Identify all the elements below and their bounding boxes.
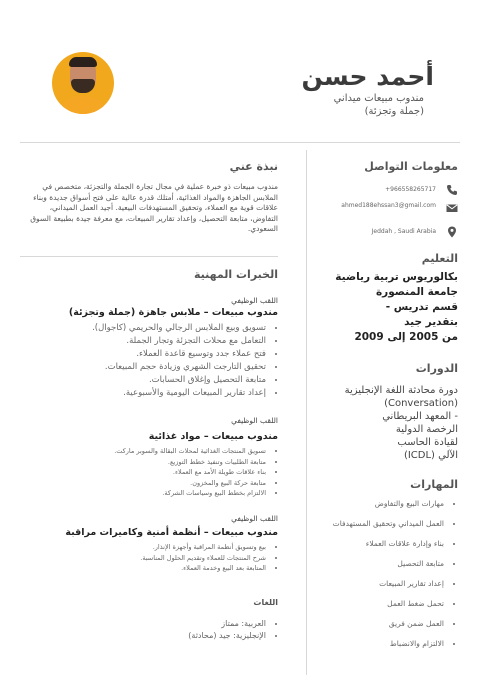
- experience-section-title: الخبرات المهنية: [193, 268, 278, 281]
- duty-item: • شرح المنتجات للعملاء وتقديم الحلول المناسبة.: [20, 553, 266, 564]
- skill-item: • تحمل ضغط العمل: [306, 598, 444, 610]
- education-section-title: التعليم: [421, 252, 458, 265]
- course-line: الآلي (ICDL): [403, 450, 458, 461]
- skill-item: • العمل ضمن فريق: [306, 618, 444, 630]
- experience-label: اللقب الوظيفي: [231, 514, 278, 523]
- experience-title: مندوب مبيعات – مواد غذائية: [148, 431, 278, 442]
- experience-duties: [20, 322, 278, 400]
- skills-section-title: المهارات: [410, 478, 458, 491]
- languages-section-title: اللغات: [253, 598, 278, 607]
- location-pin-icon: [446, 226, 458, 238]
- duty-item: • التعامل مع محلات التجزئة وتجار الجملة.: [20, 335, 266, 348]
- duty-item: • الالتزام بخطط البيع وسياسات الشركة.: [20, 488, 266, 499]
- course-line: لقيادة الحاسب: [397, 437, 458, 448]
- experience-title: مندوب مبيعات – أنظمة أمنية وكاميرات مراقبة: [65, 527, 278, 538]
- skill-item: • العمل الميداني وتحقيق المستهدفات: [306, 518, 444, 530]
- experience-item: [20, 514, 278, 574]
- course-line: الرخصة الدولية: [395, 424, 458, 435]
- duty-item: • متابعة الطلبيات وتنفيذ خطط التوزيع.: [20, 457, 266, 468]
- language-item: • العربية: ممتاز: [20, 618, 266, 630]
- education-grade: بتقدير جيد: [404, 316, 458, 328]
- about-section-title: نبذة عني: [229, 160, 278, 173]
- education-department: قسم تدريس -: [385, 301, 458, 313]
- education-details: [306, 270, 458, 345]
- phone-icon: [446, 184, 458, 196]
- experience-duties: [20, 446, 278, 499]
- duty-item: • تحقيق التارجت الشهري وزيادة حجم المبيعات.: [20, 361, 266, 374]
- email-address: ahmed188ehssan3@gmail.com: [341, 202, 436, 209]
- duty-item: • متابعة التحصيل وإغلاق الحسابات.: [20, 374, 266, 387]
- contact-location: [308, 226, 458, 240]
- experience-label: اللقب الوظيفي: [231, 296, 278, 305]
- contact-phone: [308, 184, 458, 198]
- language-item: • الإنجليزية: جيد (محادثة): [20, 630, 266, 642]
- header-divider: [20, 142, 460, 143]
- skill-item: • مهارات البيع والتفاوض: [306, 498, 444, 510]
- about-text: مندوب مبيعات ذو خبرة عملية في مجال تجارة الجملة والتجزئة، متخصص في الملابس الجاهزة والمواد الغذائية، أمتلك قدرة عالية على فتح أسواق جديدة وبناء علاقات قوية مع العملاء، وتحقيق المستهدفات البيعية. أجيد العمل الميداني، التفاوض، متابعة التحصيل، وإعداد تقارير المبيعات، مع معرفة جيدة بطبيعة السوق السعودي.: [30, 182, 278, 233]
- contact-email: [308, 202, 458, 216]
- experience-item: [20, 416, 278, 499]
- skill-item: • إعداد تقارير المبيعات: [306, 578, 444, 590]
- languages-list: [20, 618, 278, 642]
- duty-item: • متابعة حركة البيع والمخزون.: [20, 478, 266, 489]
- experience-item: [20, 296, 278, 400]
- skill-item: • متابعة التحصيل: [306, 558, 444, 570]
- about-divider: [20, 256, 278, 257]
- duty-item: • فتح عملاء جدد وتوسيع قاعدة العملاء.: [20, 348, 266, 361]
- education-degree: بكالوريوس تربية رياضية: [335, 271, 458, 283]
- skills-list: [306, 498, 458, 658]
- phone-number: +966558265717: [385, 186, 436, 193]
- duty-item: • المتابعة بعد البيع وخدمة العملاء.: [20, 563, 266, 574]
- duty-item: • تسويق المنتجات الغذائية لمحلات البقالة والسوبر ماركت.: [20, 446, 266, 457]
- courses-details: [306, 384, 458, 462]
- duty-item: • تسويق وبيع الملابس الرجالي والحريمي (كاجوال).: [20, 322, 266, 335]
- person-name: أحمد حسن: [301, 62, 434, 91]
- job-title: [304, 92, 424, 118]
- experience-title: مندوب مبيعات – ملابس جاهزة (جملة وتجزئة): [68, 307, 278, 318]
- education-university: جامعة المنصورة: [375, 286, 458, 298]
- course-line: (Conversation): [384, 398, 458, 409]
- course-line: دورة محادثة اللغة الإنجليزية: [344, 385, 458, 396]
- duty-item: • إعداد تقارير المبيعات اليومية والأسبوعية.: [20, 387, 266, 400]
- contact-section-title: معلومات التواصل: [364, 160, 458, 173]
- profile-photo: [52, 52, 114, 114]
- course-line: - المعهد البريطاني: [382, 411, 458, 422]
- duty-item: • بناء علاقات طويلة الأمد مع العملاء.: [20, 467, 266, 478]
- experience-label: اللقب الوظيفي: [231, 416, 278, 425]
- job-title-line2: (جملة وتجزئة): [364, 106, 424, 117]
- courses-section-title: الدورات: [415, 362, 458, 375]
- mail-icon: [446, 202, 458, 214]
- duty-item: • بيع وتسويق أنظمة المراقبة وأجهزة الإنذار.: [20, 542, 266, 553]
- skill-item: • بناء وإدارة علاقات العملاء: [306, 538, 444, 550]
- experience-duties: [20, 542, 278, 574]
- education-years: من 2005 إلى 2009: [354, 331, 458, 343]
- skill-item: • الالتزام والانضباط: [306, 638, 444, 650]
- job-title-line1: مندوب مبيعات ميداني: [333, 93, 424, 104]
- location-text: Jeddah , Saudi Arabia: [371, 228, 436, 235]
